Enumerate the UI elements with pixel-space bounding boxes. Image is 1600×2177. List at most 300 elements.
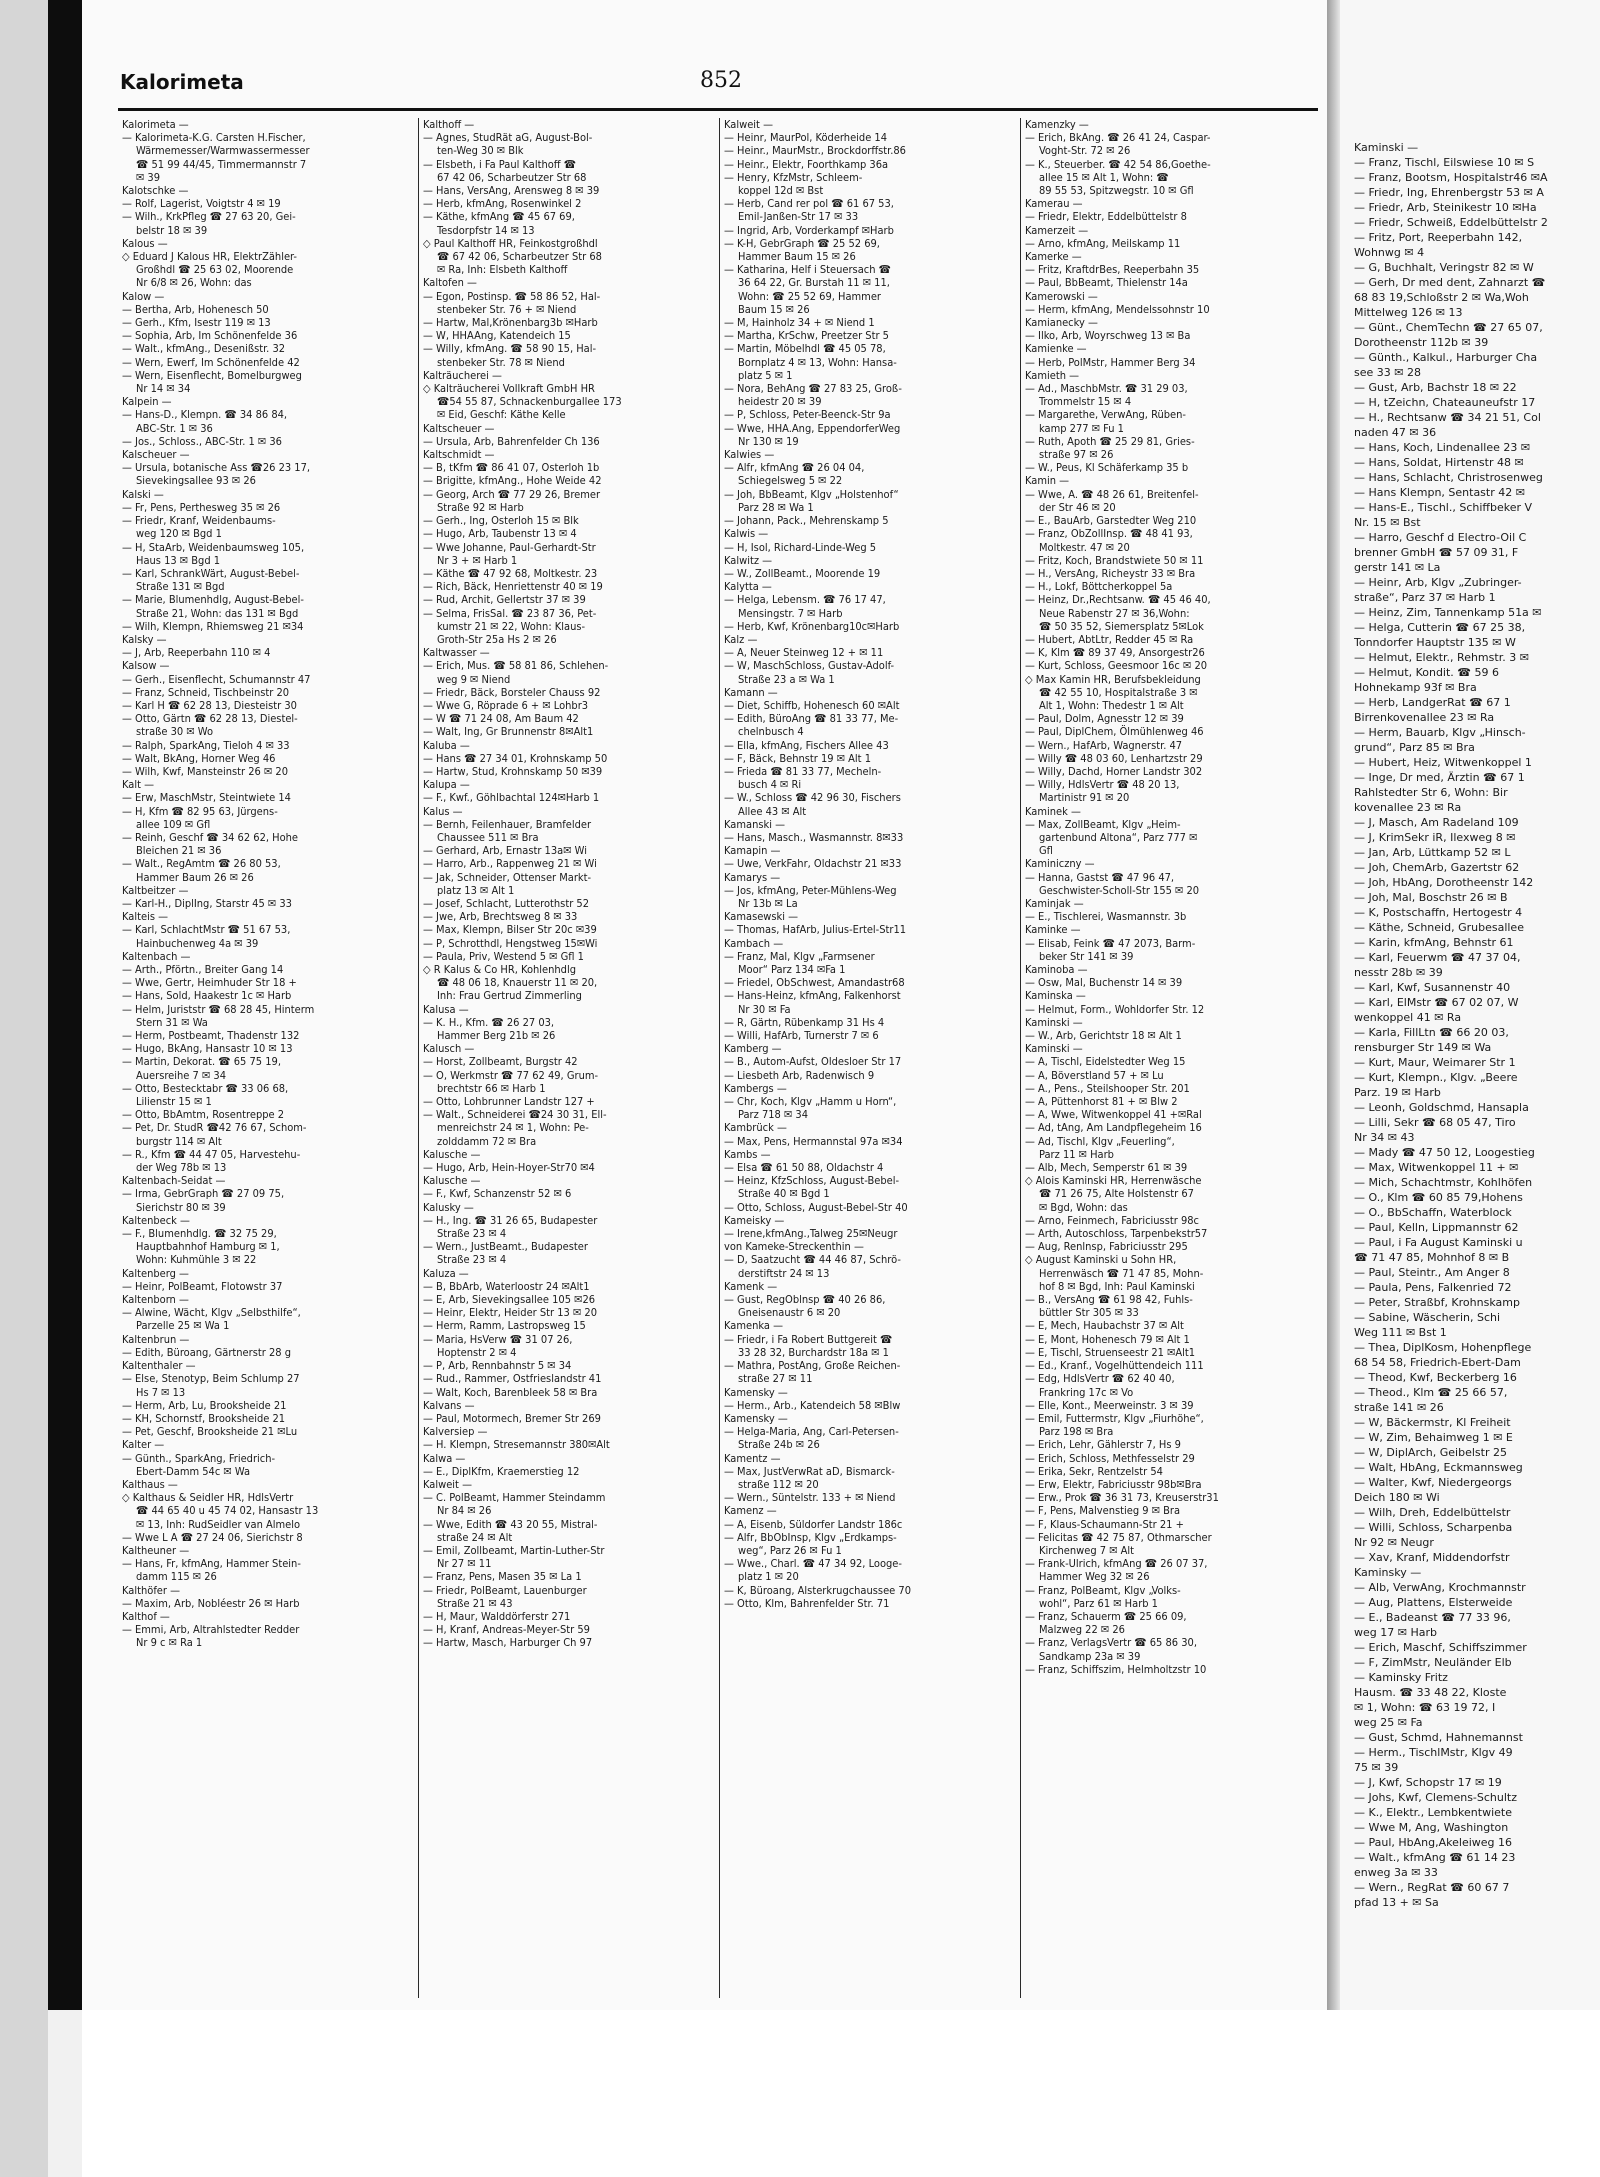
directory-entry-line: — A, Neuer Steinweg 12 + ✉ 11: [724, 646, 884, 660]
directory-entry-line: kumstr 21 ✉ 22, Wohn: Klaus-: [437, 619, 586, 633]
surname-heading: Kamensky —: [724, 1411, 788, 1425]
facing-page-line: — H., Rechtsanw ☎ 34 21 51, Col: [1354, 411, 1541, 424]
facing-page-line: 68 83 19,Schloßstr 2 ✉ Wa,Woh: [1354, 291, 1529, 304]
directory-entry-line: — Hartw, Masch, Harburger Ch 97: [423, 1636, 593, 1650]
directory-entry-line: ✉ 39: [136, 170, 161, 184]
directory-entry-line: — Gerhard, Arb, Ernastr 13a✉ Wi: [423, 844, 587, 858]
directory-entry-line: ◇ R Kalus & Co HR, Kohlenhdlg: [423, 963, 576, 976]
directory-entry-line: — Max, ZollBeamt, Klgv „Heim-: [1025, 817, 1181, 831]
directory-entry-line: weg 120 ✉ Bgd 1: [136, 527, 222, 541]
directory-entry-line: ☎ 71 26 75, Alte Holstenstr 67: [1039, 1187, 1194, 1201]
directory-entry-line: — Elisab, Feink ☎ 47 2073, Barm-: [1025, 936, 1196, 950]
directory-entry-line: — O, Werkmstr ☎ 77 62 49, Grum-: [423, 1068, 599, 1082]
directory-entry-line: ☎ 44 65 40 u 45 74 02, Hansastr 13: [136, 1504, 319, 1518]
facing-page-line: — Karin, kfmAng, Behnstr 61: [1354, 936, 1514, 949]
directory-entry-line: — Max, JustVerwRat aD, Bismarck-: [724, 1464, 895, 1478]
directory-entry-line: — Henry, KfzMstr, Schleem-: [724, 170, 863, 184]
directory-entry-line: — Katharina, Helf i Steuersach ☎: [724, 263, 891, 277]
directory-entry-line: stenbeker Str. 78 ✉ Niend: [437, 355, 565, 369]
directory-entry-line: — Liesbeth Arb, Radenwisch 9: [724, 1068, 875, 1082]
directory-entry-line: — Heinr, PolBeamt, Flotowstr 37: [122, 1279, 283, 1293]
directory-entry-line: — Arth., Pförtn., Breiter Gang 14: [122, 963, 284, 976]
facing-page-line: — Paul, HbAng,Akeleiweg 16: [1354, 1836, 1513, 1849]
directory-entry-line: ✉ Eid, Geschf: Käthe Kelle: [437, 408, 566, 422]
directory-entry-line: — Emil, Futtermstr, Klgv „Fiurhöhe“,: [1025, 1411, 1204, 1425]
surname-heading: Kamin —: [1025, 474, 1070, 488]
directory-entry-line: der Str 46 ✉ 20: [1039, 500, 1116, 514]
directory-entry-line: — Elsa ☎ 61 50 88, Oldachstr 4: [724, 1161, 884, 1175]
facing-page-line: — Friedr, Schweiß, Eddelbüttelstr 2: [1354, 216, 1548, 229]
directory-entry-line: — Ingrid, Arb, Vorderkampf ✉Harb: [724, 223, 894, 237]
directory-entry-line: — Hans-D., Klempn. ☎ 34 86 84,: [122, 408, 288, 422]
directory-entry-line: — Elle, Kont., Meerweinstr. 3 ✉ 39: [1025, 1398, 1194, 1412]
directory-entry-line: — A, Wwe, Witwenkoppel 41 +✉Ral: [1025, 1108, 1202, 1122]
directory-entry-line: — H., Lokf, Böttcherkoppel 5a: [1025, 580, 1173, 594]
facing-page-line: — Hans, Schlacht, Christrosenweg: [1354, 471, 1543, 484]
directory-entry-line: — Wwe, Edith ☎ 43 20 55, Mistral-: [423, 1517, 598, 1531]
directory-entry-line: — Horst, Zollbeamt, Burgstr 42: [423, 1055, 578, 1069]
facing-page-line: — Franz, Tischl, Eilswiese 10 ✉ S: [1354, 156, 1535, 169]
directory-entry-line: — Hubert, AbtLtr, Redder 45 ✉ Ra: [1025, 632, 1194, 646]
directory-entry-line: — A, Tischl, Eidelstedter Weg 15: [1025, 1055, 1186, 1069]
directory-entry-line: — Herm, Ramm, Lastropsweg 15: [423, 1319, 586, 1333]
facing-page-line: weg 17 ✉ Harb: [1354, 1626, 1437, 1639]
directory-entry-line: — Hans, Masch., Wasmannstr. 8✉33: [724, 830, 904, 844]
directory-entry-line: Nr 9 c ✉ Ra 1: [136, 1636, 203, 1650]
facing-page-line: Nr 34 ✉ 43: [1354, 1131, 1415, 1144]
facing-page-line: — Friedr, Ing, Ehrenbergstr 53 ✉ A: [1354, 186, 1544, 199]
directory-entry-line: — Franz, Mal, Klgv „Farmsener: [724, 949, 875, 963]
surname-heading: Kamieth —: [1025, 368, 1080, 382]
directory-entry-line: — Fritz, Koch, Brandstwiete 50 ✉ 11: [1025, 553, 1204, 567]
facing-page-line: Parz. 19 ✉ Harb: [1354, 1086, 1441, 1099]
directory-entry-line: Bornplatz 4 ✉ 13, Wohn: Hansa-: [738, 355, 897, 369]
surname-heading: Kalous —: [122, 236, 168, 250]
directory-entry-line: Hoptenstr 2 ✉ 4: [437, 1345, 517, 1359]
facing-page-line: — Paul, Kelln, Lippmannstr 62: [1354, 1221, 1519, 1234]
directory-entry-line: — Wwe G, Röprade 6 + ✉ Lohbr3: [423, 698, 589, 712]
directory-entry-line: — Franz, Schiffszim, Helmholtzstr 10: [1025, 1662, 1207, 1676]
facing-page-line: — Karla, FillLtn ☎ 66 20 03,: [1354, 1026, 1509, 1039]
directory-entry-line: — Frieda ☎ 81 33 77, Mecheln-: [724, 764, 882, 778]
directory-entry-line: ☎ 67 42 06, Scharbeutzer Str 68: [437, 250, 602, 264]
directory-entry-line: — Mathra, PostAng, Große Reichen-: [724, 1359, 901, 1373]
surname-heading: Kalusa —: [423, 1002, 469, 1016]
surname-heading: Kalpein —: [122, 395, 172, 409]
facing-page-line: rensburger Str 149 ✉ Wa: [1354, 1041, 1492, 1054]
surname-heading: Kambergs —: [724, 1081, 787, 1095]
directory-entry-line: — F, Pens, Malvenstieg 9 ✉ Bra: [1025, 1504, 1181, 1518]
directory-entry-line: — Franz, Schauerm ☎ 25 66 09,: [1025, 1609, 1187, 1623]
directory-entry-line: — Käthe ☎ 47 92 68, Moltkestr. 23: [423, 566, 598, 580]
directory-entry-line: — Walt, Koch, Barenbleek 58 ✉ Bra: [423, 1385, 598, 1399]
directory-entry-line: Hammer Baum 15 ✉ 26: [738, 250, 856, 264]
directory-entry-line: — Wwe, HHA.Ang, EppendorferWeg: [724, 421, 901, 435]
facing-page-line: Tonndorfer Hauptstr 135 ✉ W: [1354, 636, 1516, 649]
directory-entry-line: Hs 7 ✉ 13: [136, 1385, 186, 1399]
surname-heading: Kalwa —: [423, 1451, 466, 1465]
directory-entry-line: — R., Kfm ☎ 44 47 05, Harvestehu-: [122, 1147, 301, 1161]
directory-entry-line: stenbeker Str. 76 + ✉ Niend: [437, 302, 577, 316]
directory-entry-line: hof 8 ✉ Bgd, Inh: Paul Kaminski: [1039, 1279, 1195, 1293]
facing-page-line: Kaminsky —: [1354, 1566, 1422, 1579]
surname-heading: Kaminski —: [1025, 1042, 1083, 1056]
directory-entry-line: — Hans, Fr, kfmAng, Hammer Stein-: [122, 1557, 301, 1571]
surname-heading: Kalthoff —: [423, 118, 475, 131]
directory-entry-line: Sievekingsallee 93 ✉ 26: [136, 474, 256, 488]
surname-heading: Kalotschke —: [122, 184, 189, 198]
facing-page-line: pfad 13 + ✉ Sa: [1354, 1896, 1439, 1909]
directory-entry-line: — Paul, Dolm, Agnesstr 12 ✉ 39: [1025, 712, 1184, 726]
directory-entry-line: — Felicitas ☎ 42 75 87, Othmarscher: [1025, 1530, 1212, 1544]
surname-heading: Kaluza —: [423, 1266, 469, 1280]
directory-entry-line: — Jak, Schneider, Ottenser Markt-: [423, 870, 592, 884]
surname-heading: Kaltheuner —: [122, 1543, 190, 1557]
directory-entry-line: straße 24 ✉ Alt: [437, 1530, 513, 1544]
directory-entry-line: — Alb, Mech, Semperstr 61 ✉ 39: [1025, 1161, 1188, 1175]
below-page-area: [82, 2010, 1600, 2177]
directory-entry-line: — Irene,kfmAng.,Talweg 25✉Neugr: [724, 1227, 898, 1241]
directory-entry-line: büttler Str 305 ✉ 33: [1039, 1306, 1139, 1320]
facing-page-line: — Kurt, Klempn., Klgv. „Beere: [1354, 1071, 1518, 1084]
directory-entry-line: — Otto, BbAmtm, Rosentreppe 2: [122, 1108, 285, 1122]
surname-heading: Kaltofen —: [423, 276, 477, 290]
directory-entry-line: Parzelle 25 ✉ Wa 1: [136, 1319, 230, 1333]
directory-entry-line: — Kalorimeta-K.G. Carsten H.Fischer,: [122, 131, 306, 145]
directory-entry-line: — Agnes, StudRät aG, August-Bol-: [423, 131, 593, 145]
directory-entry-line: — Erika, Sekr, Rentzelstr 54: [1025, 1464, 1163, 1478]
directory-entry-line: — Jwe, Arb, Brechtsweg 8 ✉ 33: [423, 910, 578, 924]
directory-entry-line: — Edith, Büroang, Gärtnerstr 28 g: [122, 1345, 291, 1359]
surname-heading: Kalwies —: [724, 448, 775, 462]
facing-page-line: — W, Bäckermstr, Kl Freiheit: [1354, 1416, 1511, 1429]
directory-entry-line: — Gerh., Eisenflecht, Schumannstr 47: [122, 672, 311, 686]
directory-entry-line: — Rud., Rammer, Ostfrieslandstr 41: [423, 1372, 602, 1386]
directory-entry-line: — Wern., HafArb, Wagnerstr. 47: [1025, 738, 1183, 752]
directory-entry-line: straße 97 ✉ 26: [1039, 448, 1114, 462]
directory-entry-line: — Herm., Arb., Katendeich 58 ✉Blw: [724, 1398, 901, 1412]
directory-entry-line: — Paul, Motormech, Bremer Str 269: [423, 1411, 601, 1425]
directory-entry-line: — Chr, Koch, Klgv „Hamm u Horn“,: [724, 1095, 897, 1109]
directory-entry-line: 36 64 22, Gr. Burstah 11 ✉ 11,: [738, 276, 890, 290]
directory-entry-line: — Walt., Schneiderei ☎24 30 31, Ell-: [423, 1108, 607, 1122]
facing-page-line: kovenallee 23 ✉ Ra: [1354, 801, 1462, 814]
surname-heading: Kalteis —: [122, 910, 169, 924]
directory-entry-line: — Günth., SparkAng, Friedrich-: [122, 1451, 276, 1465]
directory-entry-line: — Gerh., Kfm, Isestr 119 ✉ 13: [122, 316, 271, 330]
directory-entry-line: — Rud, Archit, Gellertstr 37 ✉ 39: [423, 593, 586, 607]
directory-entry-line: — Rolf, Lagerist, Voigtstr 4 ✉ 19: [122, 197, 281, 211]
directory-entry-line: — B., Autom-Aufst, Oldesloer Str 17: [724, 1055, 902, 1069]
directory-entry-line: — Herb, Kwf, Krönenbarg10c✉Harb: [724, 619, 900, 633]
directory-entry-line: — Friedr, Elektr, Eddelbüttelstr 8: [1025, 210, 1187, 224]
directory-entry-line: heidestr 20 ✉ 39: [738, 395, 822, 409]
facing-page-line: — Karl, Feuerwm ☎ 47 37 04,: [1354, 951, 1521, 964]
directory-entry-line: — Heinz, KfzSchloss, August-Bebel-: [724, 1174, 900, 1188]
surname-heading: Kamenk —: [724, 1279, 778, 1293]
directory-entry-line: — H, Kranf, Andreas-Meyer-Str 59: [423, 1623, 590, 1637]
directory-entry-line: ☎ 50 35 52, Siemersplatz 5✉Lok: [1039, 619, 1204, 633]
directory-entry-line: beker Str 141 ✉ 39: [1039, 949, 1134, 963]
surname-heading: Kalvans —: [423, 1398, 475, 1412]
directory-entry-line: Neue Rabenstr 27 ✉ 36,Wohn:: [1039, 606, 1190, 620]
directory-entry-line: — Edg, HdlsVertr ☎ 62 40 40,: [1025, 1372, 1175, 1386]
directory-entry-line: kamp 277 ✉ Fu 1: [1039, 421, 1124, 435]
facing-page-line: — Inge, Dr med, Ärztin ☎ 67 1: [1354, 771, 1525, 784]
scanner-edge-strip-bottom: [48, 2010, 82, 2177]
directory-entry-line: — Ad., MaschbMstr. ☎ 31 29 03,: [1025, 382, 1188, 396]
directory-entry-line: — P, Schloss, Peter-Beenck-Str 9a: [724, 408, 891, 422]
facing-page-line: Rahlstedter Str 6, Wohn: Bir: [1354, 786, 1508, 799]
directory-entry-line: platz 1 ✉ 20: [738, 1570, 799, 1584]
facing-page-line: see 33 ✉ 28: [1354, 366, 1421, 379]
directory-entry-line: Alt 1, Wohn: Thedestr 1 ✉ Alt: [1039, 698, 1184, 712]
directory-entry-line: — A, Eisenb, Süldorfer Landstr 186c: [724, 1517, 903, 1531]
directory-entry-line: Frankring 17c ✉ Vo: [1039, 1385, 1134, 1399]
facing-page-line: — Käthe, Schneid, Grubesallee: [1354, 921, 1524, 934]
directory-entry-line: gartenbund Altona“, Parz 777 ✉: [1039, 830, 1198, 844]
directory-entry-line: — Rich, Bäck, Henriettenstr 40 ✉ 19: [423, 580, 603, 594]
directory-entry-line: — K-H, GebrGraph ☎ 25 52 69,: [724, 236, 880, 250]
directory-columns: [118, 118, 1323, 1998]
directory-entry-line: — Heinr, Elektr, Heider Str 13 ✉ 20: [423, 1306, 597, 1320]
directory-entry-line: — Ilko, Arb, Woyrschweg 13 ✉ Ba: [1025, 329, 1191, 343]
surname-heading: Kalsky —: [122, 632, 167, 646]
directory-entry-line: — Hans-Heinz, kfmAng, Falkenhorst: [724, 989, 901, 1003]
facing-page-line: — Helmut, Kondit. ☎ 59 6: [1354, 666, 1499, 679]
directory-entry-line: — W., Arb, Gerichtstr 18 ✉ Alt 1: [1025, 1029, 1182, 1043]
surname-heading: Kamenz —: [724, 1504, 777, 1518]
directory-entry-line: — Pet, Geschf, Brooksheide 21 ✉Lu: [122, 1425, 298, 1439]
directory-entry-line: — M, Hainholz 34 + ✉ Niend 1: [724, 316, 875, 330]
directory-entry-line: — Hugo, BkAng, Hansastr 10 ✉ 13: [122, 1042, 293, 1056]
facing-page-line: — Joh, Mal, Boschstr 26 ✉ B: [1354, 891, 1508, 904]
facing-page-line: — Wilh, Dreh, Eddelbüttelstr: [1354, 1506, 1511, 1519]
directory-entry-line: ◇ Kalträucherei Vollkraft GmbH HR: [423, 382, 595, 396]
directory-entry-line: — Helm, Juriststr ☎ 68 28 45, Hinterm: [122, 1002, 315, 1016]
surname-heading: von Kameke-Streckenthin —: [724, 1240, 864, 1254]
surname-heading: Kalusche —: [423, 1147, 481, 1161]
facing-page-line: — Karl, Kwf, Susannenstr 40: [1354, 981, 1511, 994]
directory-entry-line: — Fritz, KraftdrBes, Reeperbahn 35: [1025, 263, 1200, 277]
directory-entry-line: weg 9 ✉ Niend: [437, 672, 511, 686]
directory-entry-line: ◇ Alois Kaminski HR, Herrenwäsche: [1025, 1174, 1202, 1188]
directory-entry-line: 33 28 32, Burchardstr 18a ✉ 1: [738, 1345, 889, 1359]
directory-entry-line: Hainbuchenweg 4a ✉ 39: [136, 936, 259, 950]
directory-entry-line: Straße 23 a ✉ Wa 1: [738, 672, 835, 686]
directory-entry-line: — Wwe, A. ☎ 48 26 61, Breitenfel-: [1025, 487, 1199, 501]
directory-entry-line: ☎ 42 55 10, Hospitalstraße 3 ✉: [1039, 685, 1198, 699]
directory-entry-line: — F., Blumenhdlg. ☎ 32 75 29,: [122, 1227, 277, 1241]
facing-page-line: — O., Klm ☎ 60 85 79,Hohens: [1354, 1191, 1523, 1204]
directory-entry-line: — Ad, tAng, Am Landpflegeheim 16: [1025, 1121, 1202, 1135]
directory-entry-line: — Edith, BüroAng ☎ 81 33 77, Me-: [724, 712, 899, 726]
surname-heading: Kamianecky —: [1025, 316, 1098, 330]
facing-page-line: — Jan, Arb, Lüttkamp 52 ✉ L: [1354, 846, 1511, 859]
directory-entry-line: — Ella, kfmAng, Fischers Allee 43: [724, 738, 889, 752]
facing-page-line: — Theod, Kwf, Beckerberg 16: [1354, 1371, 1517, 1384]
surname-heading: Kalus —: [423, 804, 463, 818]
directory-entry-line: — Alfr, kfmAng ☎ 26 04 04,: [724, 461, 865, 475]
facing-page-line: — Gerh, Dr med dent, Zahnarzt ☎: [1354, 276, 1546, 289]
directory-entry-line: — E., Tischlerei, Wasmannstr. 3b: [1025, 910, 1187, 924]
facing-page-line: naden 47 ✉ 36: [1354, 426, 1437, 439]
directory-entry-line: zolddamm 72 ✉ Bra: [437, 1134, 537, 1148]
surname-heading: Kaltenborn —: [122, 1293, 189, 1307]
directory-entry-line: — Franz, PolBeamt, Klgv „Volks-: [1025, 1583, 1181, 1597]
facing-page-line: — Helmut, Elektr., Rehmstr. 3 ✉: [1354, 651, 1529, 664]
facing-page-line: — Erich, Maschf, Schiffszimmer: [1354, 1641, 1527, 1654]
directory-entry-line: Emil-Janßen-Str 17 ✉ 33: [738, 210, 859, 224]
surname-heading: Kamerzeit —: [1025, 223, 1089, 237]
surname-heading: Kalter —: [122, 1438, 165, 1452]
directory-entry-line: — Bertha, Arb, Hohenesch 50: [122, 302, 269, 316]
directory-entry-line: — Friedr, i Fa Robert Buttgereit ☎: [724, 1332, 893, 1346]
directory-entry-line: — Willy, kfmAng. ☎ 58 90 15, Hal-: [423, 342, 597, 356]
surname-heading: Kaminiczny —: [1025, 857, 1095, 871]
directory-entry-line: — Otto, Gärtn ☎ 62 28 13, Diestel-: [122, 712, 298, 726]
directory-entry-line: — Willy, HdlsVertr ☎ 48 20 13,: [1025, 778, 1180, 792]
directory-entry-line: Baum 15 ✉ 26: [738, 302, 810, 316]
directory-entry-line: — Kurt, Schloss, Geesmoor 16c ✉ 20: [1025, 659, 1208, 673]
directory-entry-line: — Ursula, botanische Ass ☎26 23 17,: [122, 461, 311, 475]
surname-heading: Kalow —: [122, 289, 165, 303]
directory-entry-line: — Heinr, MaurPol, Köderheide 14: [724, 131, 888, 145]
facing-page-line: Weg 111 ✉ Bst 1: [1354, 1326, 1447, 1339]
directory-entry-line: — Herm, Arb, Lu, Brooksheide 21: [122, 1398, 287, 1412]
surname-heading: Kambrück —: [724, 1121, 787, 1135]
directory-entry-line: ☎ 48 06 18, Knauerstr 11 ✉ 20,: [437, 976, 598, 990]
directory-entry-line: Hammer Berg 21b ✉ 26: [437, 1029, 556, 1043]
facing-page-line: — W, DiplArch, Geibelstr 25: [1354, 1446, 1507, 1459]
directory-entry-line: — Friedr, Kranf, Weidenbaums-: [122, 514, 276, 528]
facing-page-line: — E., Badeanst ☎ 77 33 96,: [1354, 1611, 1511, 1624]
directory-entry-line: — Karl, SchlachtMstr ☎ 51 67 53,: [122, 923, 291, 937]
directory-entry-line: — Wilh., KrkPfleg ☎ 27 63 20, Gei-: [122, 210, 296, 224]
facing-page-line: 68 54 58, Friedrich-Ebert-Dam: [1354, 1356, 1521, 1369]
directory-entry-line: Chaussee 511 ✉ Bra: [437, 830, 539, 844]
directory-entry-line: — D, Saatzucht ☎ 44 46 87, Schrö-: [724, 1253, 901, 1267]
facing-page-line: — Herm, Bauarb, Klgv „Hinsch-: [1354, 726, 1526, 739]
facing-page-line: — Peter, Straßbf, Krohnskamp: [1354, 1296, 1520, 1309]
directory-entry-line: — Harro, Arb., Rappenweg 21 ✉ Wi: [423, 857, 597, 871]
directory-entry-line: — Ralph, SparkAng, Tieloh 4 ✉ 33: [122, 738, 290, 752]
facing-page-line: — Friedr, Arb, Steinikestr 10 ✉Ha: [1354, 201, 1537, 214]
directory-entry-line: belstr 18 ✉ 39: [136, 223, 208, 237]
directory-entry-line: Ebert-Damm 54c ✉ Wa: [136, 1464, 251, 1478]
directory-entry-line: — Sophia, Arb, Im Schönenfelde 36: [122, 329, 298, 343]
directory-entry-line: Wohn: Kuhmühle 3 ✉ 22: [136, 1253, 257, 1267]
surname-heading: Kaminski —: [1025, 1015, 1083, 1029]
facing-page-line: — Paula, Pens, Falkenried 72: [1354, 1281, 1512, 1294]
facing-page-line: — Joh, HbAng, Dorotheenstr 142: [1354, 876, 1534, 889]
directory-entry-line: 89 55 53, Spitzwegstr. 10 ✉ Gfl: [1039, 184, 1194, 198]
directory-entry-line: — Marie, Blumenhdlg, August-Bebel-: [122, 593, 304, 607]
directory-entry-line: Parz 718 ✉ 34: [738, 1108, 808, 1122]
facing-page-line: Nr 92 ✉ Neugr: [1354, 1536, 1434, 1549]
directory-entry-line: — Uwe, VerkFahr, Oldachstr 21 ✉33: [724, 857, 902, 871]
directory-entry-line: — Hans, VersAng, Arensweg 8 ✉ 39: [423, 184, 600, 198]
directory-entry-line: ten-Weg 30 ✉ Blk: [437, 144, 524, 158]
facing-page-line: — Kaminsky Fritz: [1354, 1671, 1448, 1684]
surname-heading: Kaltscheuer —: [423, 421, 495, 435]
directory-entry-line: — B, tKfm ☎ 86 41 07, Osterloh 1b: [423, 461, 600, 475]
directory-entry-line: — Otto, Lohbrunner Landstr 127 +: [423, 1095, 595, 1109]
surname-heading: Kamenzky —: [1025, 118, 1089, 131]
facing-page-line: — Kurt, Maur, Weimarer Str 1: [1354, 1056, 1516, 1069]
facing-page-line: — Alb, VerwAng, Krochmannstr: [1354, 1581, 1526, 1594]
directory-entry-line: — KH, Schornstf, Brooksheide 21: [122, 1411, 286, 1425]
surname-heading: Kaltschmidt —: [423, 448, 495, 462]
directory-entry-line: — Erw, MaschMstr, Steintwiete 14: [122, 791, 291, 805]
facing-page-line: Deich 180 ✉ Wi: [1354, 1491, 1440, 1504]
directory-entry-line: — W., Peus, Kl Schäferkamp 35 b: [1025, 461, 1189, 475]
facing-page-line: ✉ 1, Wohn: ☎ 63 19 72, I: [1354, 1701, 1496, 1714]
book-gutter: [1327, 0, 1340, 2010]
directory-entry-line: — Arno, Feinmech, Fabriciusstr 98c: [1025, 1213, 1199, 1227]
facing-page-line: weg 25 ✉ Fa: [1354, 1716, 1423, 1729]
directory-entry-line: — Arno, kfmAng, Meilskamp 11: [1025, 236, 1181, 250]
directory-entry-line: — Erw., Prok ☎ 36 31 73, Kreuserstr31: [1025, 1491, 1219, 1505]
directory-entry-line: Hammer Weg 32 ✉ 26: [1039, 1570, 1150, 1584]
surname-heading: Kalt —: [122, 778, 155, 792]
directory-entry-line: — Martin, Dekorat. ☎ 65 75 19,: [122, 1055, 281, 1069]
facing-page-line: — G, Buchhalt, Veringstr 82 ✉ W: [1354, 261, 1534, 274]
facing-page-line: — Willi, Schloss, Scharpenba: [1354, 1521, 1513, 1534]
facing-page-line: — Harro, Geschf d Electro-Oil C: [1354, 531, 1527, 544]
directory-entry-line: Parz 28 ✉ Wa 1: [738, 500, 814, 514]
directory-entry-line: — Paul, BbBeamt, Thielenstr 14a: [1025, 276, 1188, 290]
column-3: [720, 118, 1021, 1998]
directory-entry-line: — W, HHAAng, Katendeich 15: [423, 329, 571, 343]
surname-heading: Kamapin —: [724, 844, 781, 858]
directory-entry-line: — Else, Stenotyp, Beim Schlump 27: [122, 1372, 300, 1386]
page-number: 852: [700, 68, 742, 93]
directory-entry-line: Wohn: ☎ 25 52 69, Hammer: [738, 289, 881, 303]
directory-entry-line: — Jos, kfmAng, Peter-Mühlens-Weg: [724, 883, 897, 897]
directory-entry-line: Nr 14 ✉ 34: [136, 382, 191, 396]
directory-entry-line: Bleichen 21 ✉ 36: [136, 844, 222, 858]
directory-entry-line: Nr 130 ✉ 19: [738, 434, 799, 448]
directory-entry-line: Inh: Frau Gertrud Zimmerling: [437, 989, 582, 1003]
surname-heading: Kaluba —: [423, 738, 470, 752]
facing-page-line: Dorotheenstr 112b ✉ 39: [1354, 336, 1489, 349]
directory-entry-line: Hammer Baum 26 ✉ 26: [136, 870, 254, 884]
directory-entry-line: — Wwe., Charl. ☎ 47 34 92, Looge-: [724, 1557, 902, 1571]
directory-entry-line: der Weg 78b ✉ 13: [136, 1161, 227, 1175]
surname-heading: Kalwitz —: [724, 553, 773, 567]
directory-entry-line: — Paula, Priv, Westend 5 ✉ Gfl 1: [423, 949, 584, 963]
directory-entry-line: — Karl H ☎ 62 28 13, Diesteistr 30: [122, 698, 297, 712]
directory-entry-line: — Otto, Schloss, August-Bebel-Str 40: [724, 1200, 908, 1214]
facing-page-line: — Mich, Schachtmstr, Kohlhöfen: [1354, 1176, 1533, 1189]
surname-heading: Kaltenberg —: [122, 1266, 189, 1280]
directory-entry-line: — E, Tischl, Struenseestr 21 ✉Alt1: [1025, 1345, 1196, 1359]
directory-entry-line: — Joh, BbBeamt, Klgv „Holstenhof“: [724, 487, 899, 501]
directory-entry-line: — Karl-H., DiplIng, Starstr 45 ✉ 33: [122, 896, 292, 910]
directory-entry-line: — Willi, HafArb, Turnerstr 7 ✉ 6: [724, 1029, 879, 1043]
surname-heading: Kalusky —: [423, 1200, 474, 1214]
directory-entry-line: — W ☎ 71 24 08, Am Baum 42: [423, 712, 579, 726]
surname-heading: Kalsow —: [122, 659, 170, 673]
directory-entry-line: damm 115 ✉ 26: [136, 1570, 217, 1584]
directory-entry-line: — Wern, Ewerf, Im Schönenfelde 42: [122, 355, 300, 369]
directory-entry-line: — Karl, SchrankWärt, August-Bebel-: [122, 566, 300, 580]
directory-entry-line: Parz 11 ✉ Harb: [1039, 1147, 1114, 1161]
directory-entry-line: — Johann, Pack., Mehrenskamp 5: [724, 514, 889, 528]
directory-entry-line: Kirchenweg 7 ✉ Alt: [1039, 1543, 1135, 1557]
surname-heading: Kaminke —: [1025, 923, 1081, 937]
